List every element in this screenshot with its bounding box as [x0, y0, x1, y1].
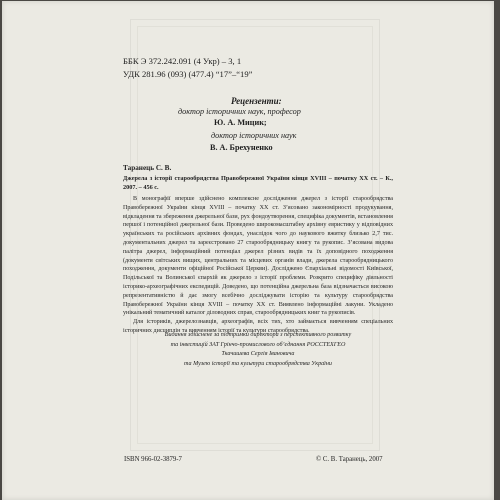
abstract-paragraph-2: Для істориків, джерелознавців, археографів, всіх тих, хто займається вивченням спеціальних історичних дисциплін та вивченням історії та культури старообрядства. — [123, 319, 393, 334]
abstract-paragraph-1: В монографії вперше здійснено комплексне дослідження джерел з історії старообрядства Правобережної України кінця XVIII – початку XX ст. З’ясовано закономірності продукування, відкладення та збереження джерельної бази, рух фондоутворення, специфіка документів, встановлення першої і потенційної джерельної бази. Проведено широкомасштабну архівну евристику у відповідних українських та російських архівних фондах, унаслідок чого до наукового вжитку близько 2,7 тис. документальних джерел та зареєстровано 27 старообрядницьку книгу та рукопис. З’ясована видова палітра джерел, інформаційний потенціал джерел різних видів та їх доповідного походження (документи світських вищих, центральних та місцевих органів влади, джерела старообрядницького походження, документи офіційної Російської Церкви). Досліджено Єпархіальні відомості Київської, Подільської та Волинської єпархій як джерело з історії проблеми. Розкрито специфіку діяльності історико-археографічних експедицій. Доведено, що потенційна джерельна база відзначається високою репрезентативністю й дає змогу всебічно досліджувати історію та культуру старообрядства Правобережної України кінця XVIII – початку XX ст. Виявлено інформаційні лакуни. Укладено унікальний тематичний каталог діловодних справ, старообрядницьких книг та рукописів. — [123, 196, 393, 317]
book-title: Джерела з історії старообрядства Правобережної України кінця XVIII – початку XX ст. — [123, 175, 378, 182]
book-imprint: – К., 2007. – 456 с. — [123, 175, 393, 191]
isbn: ISBN 966-02-3879-7 — [124, 456, 182, 463]
bbk-code: ББК Э 372.242.091 (4 Укр) – 3, 1 — [123, 56, 242, 66]
reviewers-heading: Рецензенти: — [231, 96, 282, 106]
reviewer-2-degree: доктор історичних наук — [211, 131, 297, 140]
sponsor-colophon — [122, 331, 394, 369]
colophon-line-3: Ткачишева Сергія Івановича — [221, 351, 295, 358]
reviewer-2-name: В. А. Брехуненко — [210, 143, 273, 152]
reviewer-1-degree: доктор історичних наук, професор — [178, 107, 301, 116]
bibliographic-description — [123, 175, 393, 193]
udk-code: УДК 281.96 (093) (477.4) “17”–“19” — [123, 69, 253, 79]
copyright-notice: © С. В. Таранець, 2007 — [316, 456, 383, 463]
colophon-line-4: та Музею історії та культури старообрядства України — [184, 360, 332, 367]
colophon-line-1: Видання здійснене за підтримки директора з перспективного розвитку — [164, 332, 352, 338]
abstract — [123, 195, 393, 336]
author-name: Таранець С. В. — [123, 164, 172, 172]
reviewer-1-name: Ю. А. Мицик; — [214, 118, 267, 127]
colophon-line-2: та інвестицій ЗАТ Грінчо-промислового об’єднання РОССТЕХГЕО — [170, 341, 346, 348]
book-page — [2, 1, 494, 500]
